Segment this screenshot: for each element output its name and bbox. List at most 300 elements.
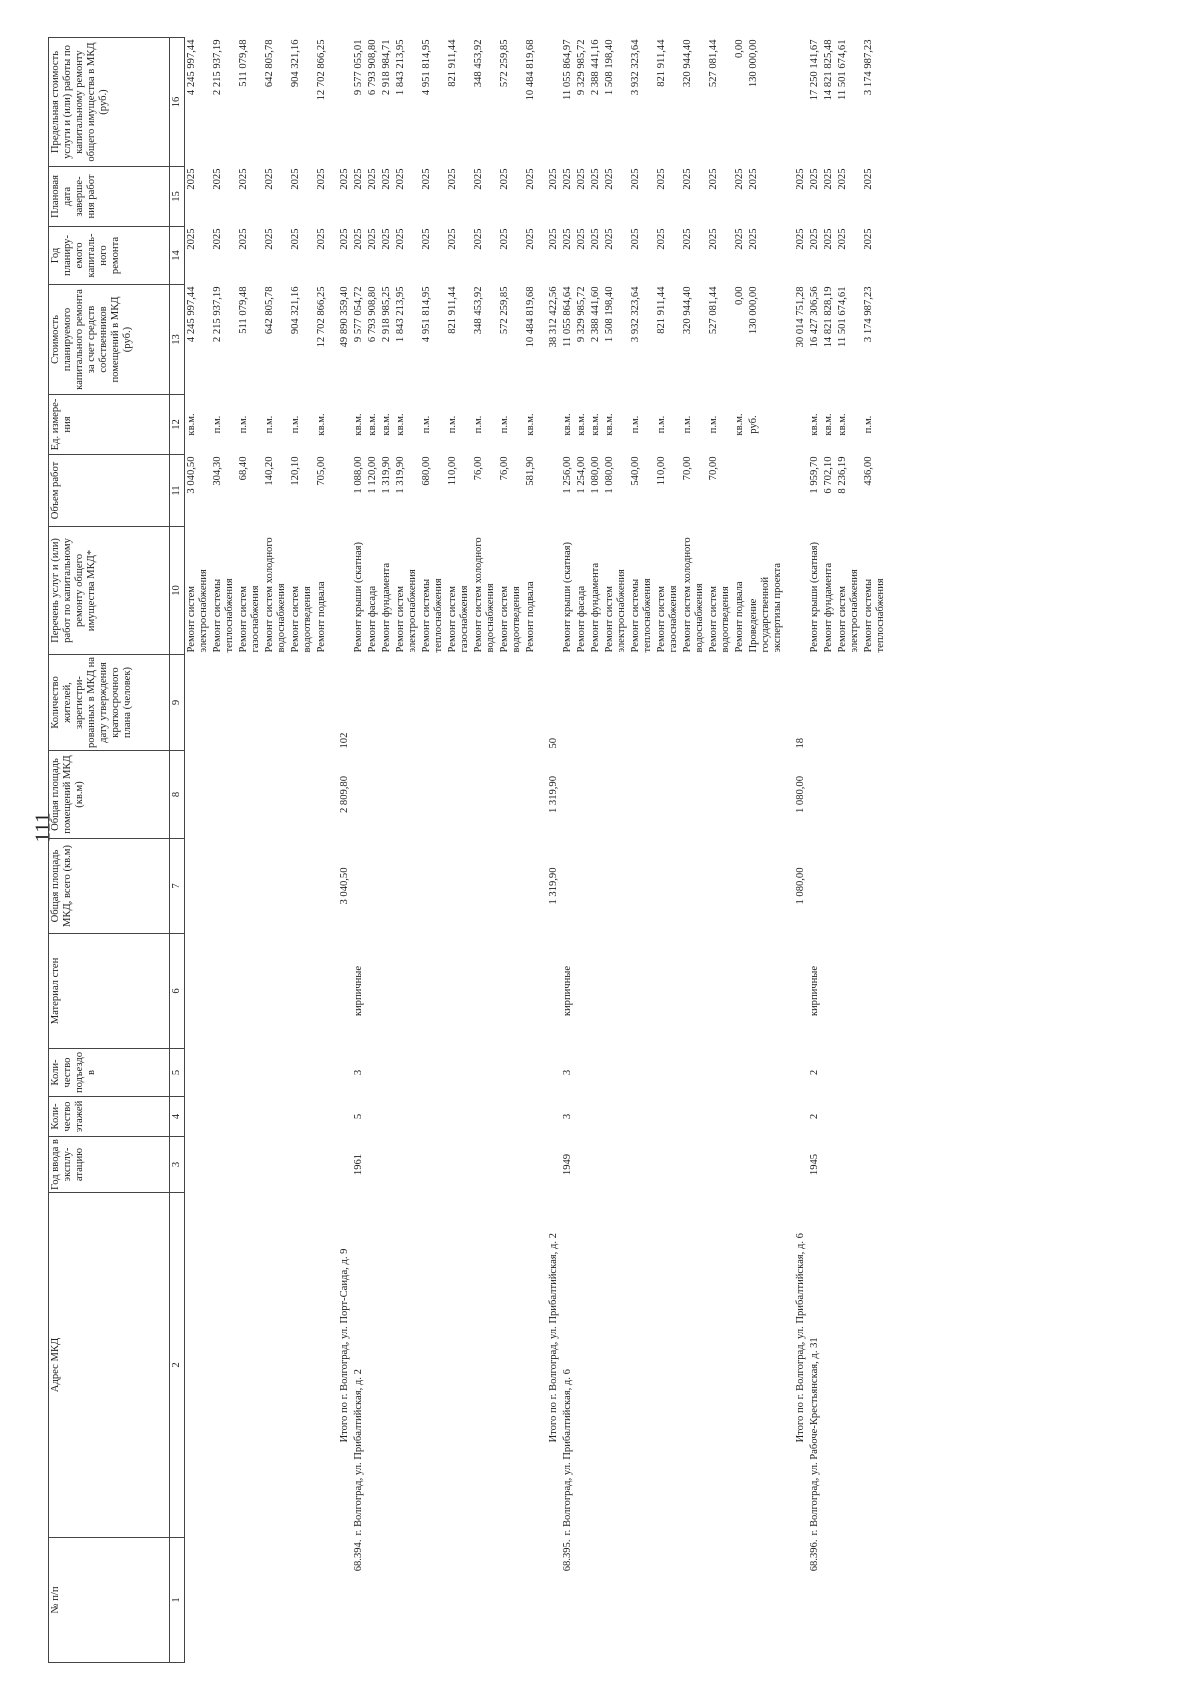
table-cell xyxy=(329,455,352,527)
work-end: 2025 xyxy=(499,168,510,190)
table-cell xyxy=(185,934,212,1049)
table-cell xyxy=(394,1137,420,1193)
table-cell xyxy=(237,839,263,934)
table-cell xyxy=(498,1538,524,1663)
work-row xyxy=(733,38,747,1663)
table-cell xyxy=(538,527,561,655)
work-end: 2025 xyxy=(473,168,484,190)
work-name: Ремонт фасада xyxy=(367,585,378,653)
table-cell xyxy=(498,934,524,1049)
work-row xyxy=(420,38,446,1663)
work-unit: п.м. xyxy=(682,415,693,434)
table-cell xyxy=(862,1049,888,1097)
work-row xyxy=(836,38,862,1663)
table-cell xyxy=(289,1097,315,1137)
column-number: 7 xyxy=(170,839,185,934)
work-unit: кв.м. xyxy=(395,413,406,436)
work-volume: 1 319,90 xyxy=(381,456,392,494)
total-area: 3 040,50 xyxy=(339,867,350,905)
work-cost: 130 000,00 xyxy=(748,286,759,335)
table-cell xyxy=(498,839,524,934)
work-limit: 11 055 864,97 xyxy=(562,39,573,101)
total-cost: 38 312 422,56 xyxy=(548,286,559,348)
work-limit: 9 329 985,72 xyxy=(576,39,587,96)
column-number: 2 xyxy=(170,1193,185,1538)
table-cell xyxy=(561,751,575,839)
table-cell xyxy=(237,1097,263,1137)
table-cell xyxy=(785,527,808,655)
work-unit: кв.м. xyxy=(590,413,601,436)
table-cell xyxy=(575,751,589,839)
work-cost: 11 501 674,61 xyxy=(837,286,848,348)
work-limit: 130 000,00 xyxy=(748,39,759,88)
work-year: 2025 xyxy=(630,228,641,250)
work-year: 2025 xyxy=(809,228,820,250)
table-cell xyxy=(366,751,380,839)
table-cell xyxy=(185,751,212,839)
work-year: 2025 xyxy=(708,228,719,250)
total-year: 2025 xyxy=(339,228,350,250)
column-header: Материал стен xyxy=(49,934,170,1049)
table-cell xyxy=(211,1193,237,1538)
table-cell xyxy=(707,1538,733,1663)
house-number: 68.394. xyxy=(353,1539,364,1572)
house-floors: 5 xyxy=(353,1113,364,1120)
table-cell xyxy=(394,934,420,1049)
column-header: Год планиру-емого капиталь-ного ремонта xyxy=(49,227,170,285)
work-volume: 70,00 xyxy=(708,456,719,481)
work-cost: 4 245 997,44 xyxy=(186,286,197,343)
table-cell xyxy=(315,1097,329,1137)
table-cell xyxy=(603,751,629,839)
table-cell xyxy=(263,1097,289,1137)
table-cell xyxy=(524,1137,538,1193)
work-row xyxy=(655,38,681,1663)
table-cell xyxy=(380,839,394,934)
table-cell xyxy=(836,839,862,934)
work-cost: 821 911,44 xyxy=(447,286,458,334)
table-cell xyxy=(329,395,352,455)
table-cell xyxy=(237,1049,263,1097)
work-row xyxy=(822,38,836,1663)
work-volume: 680,00 xyxy=(421,456,432,486)
table-cell xyxy=(681,1097,707,1137)
column-number: 5 xyxy=(170,1049,185,1097)
work-name: Ремонт систем водоотведения xyxy=(708,585,731,653)
work-limit: 821 911,44 xyxy=(447,39,458,87)
table-cell xyxy=(561,839,575,934)
column-number: 15 xyxy=(170,167,185,227)
total-year: 2025 xyxy=(548,228,559,250)
table-cell xyxy=(747,934,785,1049)
table-cell xyxy=(603,1193,629,1538)
work-cost: 11 055 864,64 xyxy=(562,286,573,348)
table-cell xyxy=(707,751,733,839)
work-row xyxy=(237,38,263,1663)
work-year: 2025 xyxy=(421,228,432,250)
column-header: Адрес МКД xyxy=(49,1193,170,1538)
work-limit: 10 484 819,68 xyxy=(525,39,536,101)
work-year: 2025 xyxy=(367,228,378,250)
work-unit: кв.м. xyxy=(353,413,364,436)
house-entrances: 3 xyxy=(562,1069,573,1076)
work-unit: п.м. xyxy=(499,415,510,434)
house-address: г. Волгоград, ул. Прибалтийская, д. 6 xyxy=(562,1369,573,1536)
table-cell xyxy=(707,1049,733,1097)
table-cell xyxy=(446,655,472,751)
table-cell xyxy=(185,839,212,934)
column-header: Количество жителей, зарегистри-рованных в МКД на дату утверждения краткосрочного плана (человек) xyxy=(49,655,170,751)
work-limit: 348 453,92 xyxy=(473,39,484,88)
work-unit: п.м. xyxy=(656,415,667,434)
work-limit: 2 388 441,16 xyxy=(590,39,601,96)
table-cell xyxy=(733,751,747,839)
table-cell xyxy=(380,1137,394,1193)
table-cell xyxy=(862,1097,888,1137)
work-end: 2025 xyxy=(395,168,406,190)
table-cell xyxy=(575,934,589,1049)
table-cell xyxy=(862,1538,888,1663)
work-volume: 1 120,00 xyxy=(367,456,378,494)
house-walls: кирпичные xyxy=(809,965,820,1017)
table-cell xyxy=(315,839,329,934)
table-cell xyxy=(211,934,237,1049)
table-cell xyxy=(472,934,498,1049)
table-cell xyxy=(603,934,629,1049)
work-end: 2025 xyxy=(748,168,759,190)
work-unit: кв.м. xyxy=(837,413,848,436)
table-cell xyxy=(822,1049,836,1097)
table-cell xyxy=(263,839,289,934)
table-cell xyxy=(836,1538,862,1663)
work-unit: п.м. xyxy=(264,415,275,434)
table-cell xyxy=(394,1097,420,1137)
column-header: Коли-чество этажей xyxy=(49,1097,170,1137)
table-cell xyxy=(420,1538,446,1663)
work-year: 2025 xyxy=(656,228,667,250)
table-cell xyxy=(655,1097,681,1137)
total-label: Итого по г. Волгоград, ул. Порт-Саида, д. 9 xyxy=(339,1248,350,1443)
column-number: 8 xyxy=(170,751,185,839)
work-limit: 527 081,44 xyxy=(708,39,719,88)
table-body xyxy=(185,38,889,1663)
work-cost: 9 577 054,72 xyxy=(353,286,364,343)
table-cell xyxy=(263,751,289,839)
table-cell xyxy=(575,1049,589,1097)
table-cell xyxy=(366,1137,380,1193)
table-cell xyxy=(185,1137,212,1193)
table-cell xyxy=(575,1538,589,1663)
table-cell xyxy=(394,1193,420,1538)
work-unit: п.м. xyxy=(421,415,432,434)
table-cell xyxy=(603,1049,629,1097)
work-row xyxy=(211,38,237,1663)
table-cell xyxy=(589,1097,603,1137)
work-year: 2025 xyxy=(562,228,573,250)
table-cell xyxy=(707,1193,733,1538)
work-volume: 140,20 xyxy=(264,456,275,486)
table-cell xyxy=(446,839,472,934)
work-unit: п.м. xyxy=(212,415,223,434)
table-cell xyxy=(785,395,808,455)
work-end: 2025 xyxy=(381,168,392,190)
work-end: 2025 xyxy=(682,168,693,190)
table-cell xyxy=(575,1097,589,1137)
table-cell xyxy=(366,934,380,1049)
work-unit: кв.м. xyxy=(562,413,573,436)
work-limit: 14 821 825,48 xyxy=(823,39,834,101)
house-row xyxy=(561,38,575,1663)
work-volume: 76,00 xyxy=(499,456,510,481)
table-cell xyxy=(808,751,822,839)
table-cell xyxy=(629,751,655,839)
table-cell xyxy=(747,655,785,751)
table-cell xyxy=(498,1049,524,1097)
house-address: г. Волгоград, ул. Рабоче-Крестьянская, д. 31 xyxy=(809,1337,820,1536)
table-cell xyxy=(420,1049,446,1097)
table-cell xyxy=(394,655,420,751)
house-number: 68.395. xyxy=(562,1539,573,1572)
table-cell xyxy=(589,934,603,1049)
table-cell xyxy=(655,839,681,934)
total-residents: 18 xyxy=(795,737,806,749)
column-header: № п/п xyxy=(49,1538,170,1663)
work-end: 2025 xyxy=(238,168,249,190)
table-cell xyxy=(862,934,888,1049)
work-limit: 0,00 xyxy=(734,39,745,59)
table-cell xyxy=(380,1049,394,1097)
work-row xyxy=(603,38,629,1663)
table-cell xyxy=(289,751,315,839)
table-cell xyxy=(603,839,629,934)
table-cell xyxy=(446,1097,472,1137)
table-cell xyxy=(707,655,733,751)
work-year: 2025 xyxy=(823,228,834,250)
table-cell xyxy=(498,751,524,839)
table-cell xyxy=(329,38,352,167)
work-year: 2025 xyxy=(316,228,327,250)
work-limit: 17 250 141,67 xyxy=(809,39,820,101)
work-end: 2025 xyxy=(186,168,197,190)
work-name: Ремонт системы теплоснабжения xyxy=(630,578,653,653)
table-cell xyxy=(822,655,836,751)
work-year: 2025 xyxy=(590,228,601,250)
table-cell xyxy=(211,1538,237,1663)
table-cell xyxy=(538,455,561,527)
house-number: 68.396. xyxy=(809,1539,820,1572)
table-header xyxy=(49,38,185,1663)
table-cell xyxy=(747,1097,785,1137)
table-cell xyxy=(808,839,822,934)
total-row xyxy=(785,38,808,1663)
work-volume: 120,10 xyxy=(290,456,301,486)
table-cell xyxy=(263,1049,289,1097)
table-cell xyxy=(263,934,289,1049)
work-row xyxy=(185,38,212,1663)
table-cell xyxy=(185,1193,212,1538)
work-row xyxy=(446,38,472,1663)
table-cell xyxy=(289,1538,315,1663)
table-cell xyxy=(655,1049,681,1097)
table-cell xyxy=(498,1193,524,1538)
work-volume: 3 040,50 xyxy=(186,456,197,494)
work-cost: 511 079,48 xyxy=(238,286,249,334)
work-unit: кв.м. xyxy=(186,413,197,436)
total-row xyxy=(538,38,561,1663)
table-cell xyxy=(380,1193,394,1538)
table-cell xyxy=(366,1193,380,1538)
work-volume: 76,00 xyxy=(473,456,484,481)
work-year: 2025 xyxy=(395,228,406,250)
work-volume: 1 080,00 xyxy=(590,456,601,494)
work-end: 2025 xyxy=(447,168,458,190)
table-cell xyxy=(589,1049,603,1097)
work-volume: 1 319,90 xyxy=(395,456,406,494)
table-cell xyxy=(822,1097,836,1137)
work-limit: 4 951 814,95 xyxy=(421,39,432,96)
work-year: 2025 xyxy=(499,228,510,250)
work-volume: 8 236,19 xyxy=(837,456,848,494)
work-row xyxy=(315,38,329,1663)
work-cost: 12 702 866,25 xyxy=(316,286,327,348)
work-row xyxy=(747,38,785,1663)
work-end: 2025 xyxy=(734,168,745,190)
table-cell xyxy=(707,1137,733,1193)
work-row xyxy=(862,38,888,1663)
work-volume xyxy=(733,455,747,527)
work-unit: руб. xyxy=(748,415,759,434)
work-limit: 3 174 987,23 xyxy=(863,39,874,96)
column-number: 6 xyxy=(170,934,185,1049)
work-volume: 68,40 xyxy=(238,456,249,481)
table-cell xyxy=(629,839,655,934)
work-row xyxy=(380,38,394,1663)
work-year: 2025 xyxy=(447,228,458,250)
total-label: Итого по г. Волгоград, ул. Прибалтийская, д. 6 xyxy=(795,1233,806,1443)
work-limit: 511 079,48 xyxy=(238,39,249,87)
table-cell xyxy=(707,934,733,1049)
table-cell xyxy=(603,1097,629,1137)
work-row xyxy=(707,38,733,1663)
table-cell xyxy=(211,1097,237,1137)
work-name: Ремонт систем холодного водоснабжения xyxy=(473,537,496,653)
table-cell xyxy=(352,751,366,839)
table-cell xyxy=(707,1097,733,1137)
work-end: 2025 xyxy=(863,168,874,190)
table-cell xyxy=(315,751,329,839)
table-cell xyxy=(822,839,836,934)
work-unit: кв.м. xyxy=(809,413,820,436)
table-cell xyxy=(315,655,329,751)
table-cell xyxy=(836,1049,862,1097)
table-cell xyxy=(366,1097,380,1137)
work-unit: п.м. xyxy=(708,415,719,434)
table-cell xyxy=(315,934,329,1049)
table-cell xyxy=(211,1049,237,1097)
table-cell xyxy=(211,839,237,934)
table-cell xyxy=(681,1538,707,1663)
work-cost: 0,00 xyxy=(734,286,745,306)
table-cell xyxy=(681,839,707,934)
work-cost: 1 508 198,40 xyxy=(604,286,615,343)
table-cell xyxy=(629,1538,655,1663)
table-cell xyxy=(289,1049,315,1097)
work-cost: 2 388 441,60 xyxy=(590,286,601,343)
house-row xyxy=(352,38,366,1663)
column-header: Ед. измере-ния xyxy=(49,395,170,455)
table-cell xyxy=(263,1193,289,1538)
table-cell xyxy=(446,1137,472,1193)
table-cell xyxy=(498,1137,524,1193)
work-end: 2025 xyxy=(590,168,601,190)
work-volume: 1 959,70 xyxy=(809,456,820,494)
work-limit: 6 793 908,80 xyxy=(367,39,378,96)
work-end: 2025 xyxy=(264,168,275,190)
table-cell xyxy=(289,1193,315,1538)
table-cell xyxy=(420,1137,446,1193)
work-year: 2025 xyxy=(748,228,759,250)
work-cost: 2 215 937,19 xyxy=(212,286,223,343)
total-area: 1 319,90 xyxy=(548,867,559,905)
column-number: 3 xyxy=(170,1137,185,1193)
table-cell xyxy=(785,455,808,527)
column-number: 16 xyxy=(170,38,185,167)
table-cell xyxy=(446,1049,472,1097)
work-name: Ремонт фундамента xyxy=(823,562,834,653)
total-residents: 102 xyxy=(339,732,350,749)
work-volume: 110,00 xyxy=(447,456,458,486)
table-cell xyxy=(380,1097,394,1137)
work-limit: 4 245 997,44 xyxy=(186,39,197,96)
table-cell xyxy=(655,751,681,839)
table-cell xyxy=(472,1137,498,1193)
work-cost: 527 081,44 xyxy=(708,286,719,335)
table-cell xyxy=(315,1538,329,1663)
work-name: Ремонт систем газоснабжения xyxy=(656,585,679,653)
house-walls: кирпичные xyxy=(353,965,364,1017)
column-header: Предельная стоимость услуги и (или) работы по капитальному ремонту общего имущества в МКД (руб.) xyxy=(49,38,170,167)
work-row xyxy=(472,38,498,1663)
table-cell xyxy=(446,751,472,839)
work-volume: 540,00 xyxy=(630,456,641,486)
work-year: 2025 xyxy=(734,228,745,250)
work-unit: п.м. xyxy=(863,415,874,434)
work-name: Ремонт систем холодного водоснабжения xyxy=(264,537,287,653)
table-cell xyxy=(185,1097,212,1137)
work-year: 2025 xyxy=(837,228,848,250)
work-row xyxy=(629,38,655,1663)
work-unit: кв.м. xyxy=(381,413,392,436)
table-cell xyxy=(836,751,862,839)
header-row xyxy=(49,38,170,1663)
work-cost: 10 484 819,68 xyxy=(525,286,536,348)
work-name: Ремонт систем электроснабжения xyxy=(186,569,209,653)
table-cell xyxy=(575,1137,589,1193)
work-year: 2025 xyxy=(290,228,301,250)
table-cell xyxy=(681,655,707,751)
table-cell xyxy=(603,655,629,751)
table-cell xyxy=(589,655,603,751)
column-header: Плановая дата заверше-ния работ xyxy=(49,167,170,227)
work-row xyxy=(289,38,315,1663)
table-cell xyxy=(524,934,538,1049)
work-year: 2025 xyxy=(186,228,197,250)
table-cell xyxy=(681,1137,707,1193)
work-year: 2025 xyxy=(264,228,275,250)
work-name: Ремонт крыши (скатная) xyxy=(353,542,364,653)
work-name: Ремонт систем водоотведения xyxy=(290,585,313,653)
column-header: Общая площадь МКД, всего (кв.м) xyxy=(49,839,170,934)
